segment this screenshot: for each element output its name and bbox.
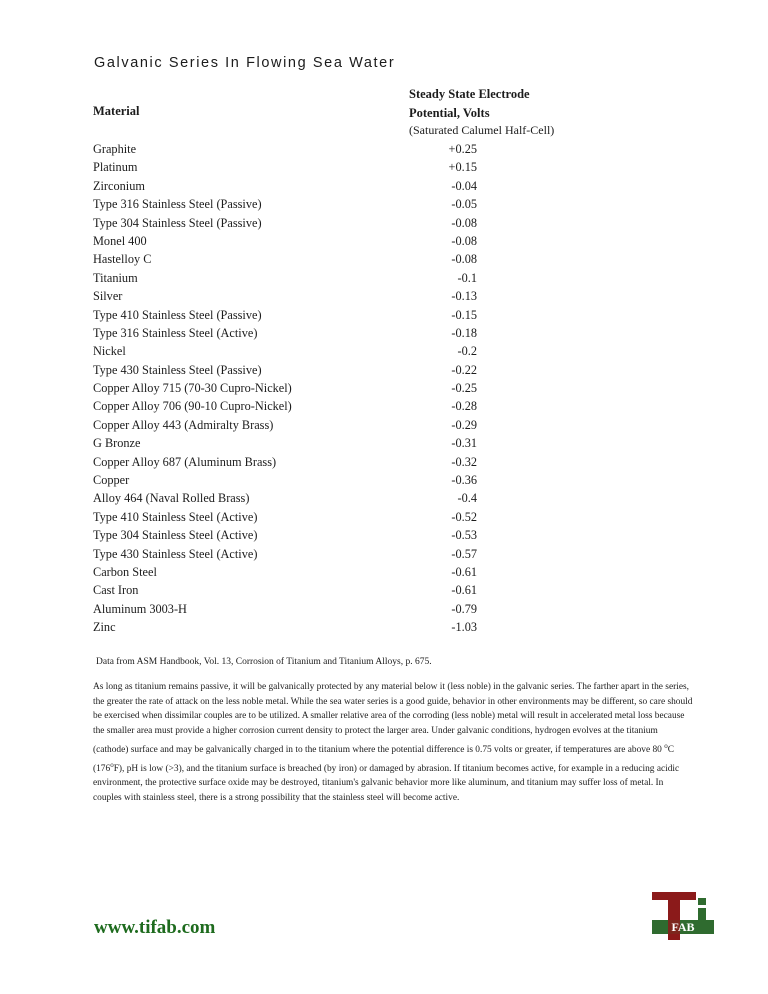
- potential-value: -0.28: [451, 399, 477, 414]
- table-row: [93, 563, 493, 581]
- material-name: Copper Alloy 706 (90-10 Cupro-Nickel): [93, 399, 292, 414]
- potential-value: -0.79: [451, 601, 477, 616]
- potential-value: -0.29: [451, 417, 477, 432]
- potential-value: -0.25: [451, 381, 477, 396]
- material-name: Nickel: [93, 344, 126, 359]
- potential-value: -0.61: [451, 583, 477, 598]
- paragraph-part2: C (176: [93, 744, 674, 774]
- table-row: [93, 434, 493, 452]
- material-name: Copper: [93, 473, 130, 488]
- material-name: Type 430 Stainless Steel (Active): [93, 546, 258, 561]
- paragraph-part3: F), pH is low (>3), and the titanium surface is breached (by iron) or damaged by abrasion. If titanium becomes active, for example in a reducing acidic environment, the protective surface oxide may be destroyed, titanium's galvanic behavior more like aluminum, and titanium may suffer loss of metal. In couples with stainless steel, there is a strong possibility that the stainless steel will become active.: [93, 763, 680, 804]
- galvanic-series-table: [93, 140, 493, 637]
- table-row: [93, 250, 493, 268]
- source-note: Data from ASM Handbook, Vol. 13, Corrosion of Titanium and Titanium Alloys, p. 675.: [96, 657, 432, 667]
- potential-value: -0.31: [451, 436, 477, 451]
- table-row: [93, 177, 493, 195]
- material-name: G Bronze: [93, 436, 141, 451]
- potential-value: -0.32: [451, 454, 477, 469]
- table-row: [93, 140, 493, 158]
- material-name: Type 410 Stainless Steel (Active): [93, 509, 258, 524]
- table-row: [93, 232, 493, 250]
- material-name: Type 304 Stainless Steel (Active): [93, 528, 258, 543]
- potential-value: -0.4: [457, 491, 477, 506]
- table-row: [93, 526, 493, 544]
- table-row: [93, 397, 493, 415]
- potential-value: -0.52: [451, 509, 477, 524]
- potential-value: -0.2: [457, 344, 477, 359]
- material-name: Silver: [93, 289, 123, 304]
- website-link[interactable]: www.tifab.com: [94, 917, 216, 938]
- table-row: [93, 471, 493, 489]
- material-name: Type 410 Stainless Steel (Passive): [93, 307, 262, 322]
- material-name: Cast Iron: [93, 583, 139, 598]
- page-title: Galvanic Series In Flowing Sea Water: [94, 55, 396, 71]
- material-name: Zirconium: [93, 178, 145, 193]
- degree-mark-1: o: [664, 741, 668, 750]
- table-row: [93, 269, 493, 287]
- potential-value: -0.05: [451, 197, 477, 212]
- potential-value: -0.18: [451, 325, 477, 340]
- material-name: Type 430 Stainless Steel (Passive): [93, 362, 262, 377]
- table-row: [93, 416, 493, 434]
- table-row: [93, 214, 493, 232]
- material-name: Platinum: [93, 160, 138, 175]
- table-row: [93, 324, 493, 342]
- table-row: [93, 453, 493, 471]
- material-name: Copper Alloy 715 (70-30 Cupro-Nickel): [93, 381, 292, 396]
- degree-mark-2: o: [110, 760, 114, 769]
- potential-value: -0.15: [451, 307, 477, 322]
- tifab-logo-graphic: [646, 888, 718, 944]
- table-row: [93, 600, 493, 618]
- potential-value: -0.08: [451, 215, 477, 230]
- paragraph-part1: As long as titanium remains passive, it will be galvanically protected by any material below it (less noble) in the galvanic series. The farther apart in the series, the greater the rate of attack on the less noble metal. While the sea water series is a good guide, behavior in other environments may be different, so care should be exercised when dissimilar couples are to be utilized. A smaller relative area of the corroding (less noble) metal will result in accelerated metal loss because the smaller area must provide a higher corrosion current density to protect the larger area. Under galvanic conditions, hydrogen evolves at the titanium (cathode) surface and may be galvanically charged in to the titanium where the potential difference is 0.75 volts or greater, if temperatures are above 80: [93, 682, 693, 755]
- table-row: [93, 581, 493, 599]
- reference-electrode-note: (Saturated Calumel Half-Cell): [409, 123, 555, 137]
- material-column-header: Material: [93, 104, 140, 118]
- material-name: Alloy 464 (Naval Rolled Brass): [93, 491, 250, 506]
- potential-value: -0.04: [451, 178, 477, 193]
- table-row: [93, 508, 493, 526]
- potential-value: -0.53: [451, 528, 477, 543]
- potential-header-line1: Steady State Electrode: [409, 87, 530, 101]
- potential-value: +0.25: [448, 142, 477, 156]
- potential-value: -0.08: [451, 233, 477, 248]
- material-name: Type 316 Stainless Steel (Active): [93, 325, 258, 340]
- material-name: Graphite: [93, 142, 137, 156]
- material-name: Zinc: [93, 620, 116, 635]
- potential-value: -0.57: [451, 546, 477, 561]
- tifab-logo: [646, 888, 718, 944]
- material-name: Copper Alloy 687 (Aluminum Brass): [93, 454, 277, 469]
- material-name: Hastelloy C: [93, 252, 152, 267]
- table-row: [93, 195, 493, 213]
- material-name: Carbon Steel: [93, 564, 157, 579]
- potential-value: -1.03: [451, 620, 477, 635]
- table-row: [93, 361, 493, 379]
- material-name: Type 304 Stainless Steel (Passive): [93, 215, 262, 230]
- potential-value: +0.15: [448, 160, 477, 175]
- table-row: [93, 489, 493, 507]
- material-name: Monel 400: [93, 233, 147, 248]
- potential-value: -0.08: [451, 252, 477, 267]
- table-row: [93, 379, 493, 397]
- table-row: [93, 342, 493, 360]
- potential-value: -0.61: [451, 564, 477, 579]
- table-row: [93, 158, 493, 176]
- potential-value: -0.1: [457, 270, 477, 285]
- material-name: Titanium: [93, 270, 138, 285]
- table-row: [93, 306, 493, 324]
- material-name: Copper Alloy 443 (Admiralty Brass): [93, 417, 274, 432]
- table-row: [93, 618, 493, 636]
- material-name: Type 316 Stainless Steel (Passive): [93, 197, 262, 212]
- potential-value: -0.36: [451, 473, 477, 488]
- potential-header-line2: Potential, Volts: [409, 106, 490, 120]
- explanatory-paragraph: [93, 680, 693, 806]
- potential-column-header: [409, 85, 530, 123]
- material-name: Aluminum 3003-H: [93, 601, 187, 616]
- potential-value: -0.22: [451, 362, 477, 377]
- table-row: [93, 545, 493, 563]
- potential-value: -0.13: [451, 289, 477, 304]
- table-row: [93, 287, 493, 305]
- logo-fab-text: FAB: [671, 920, 695, 934]
